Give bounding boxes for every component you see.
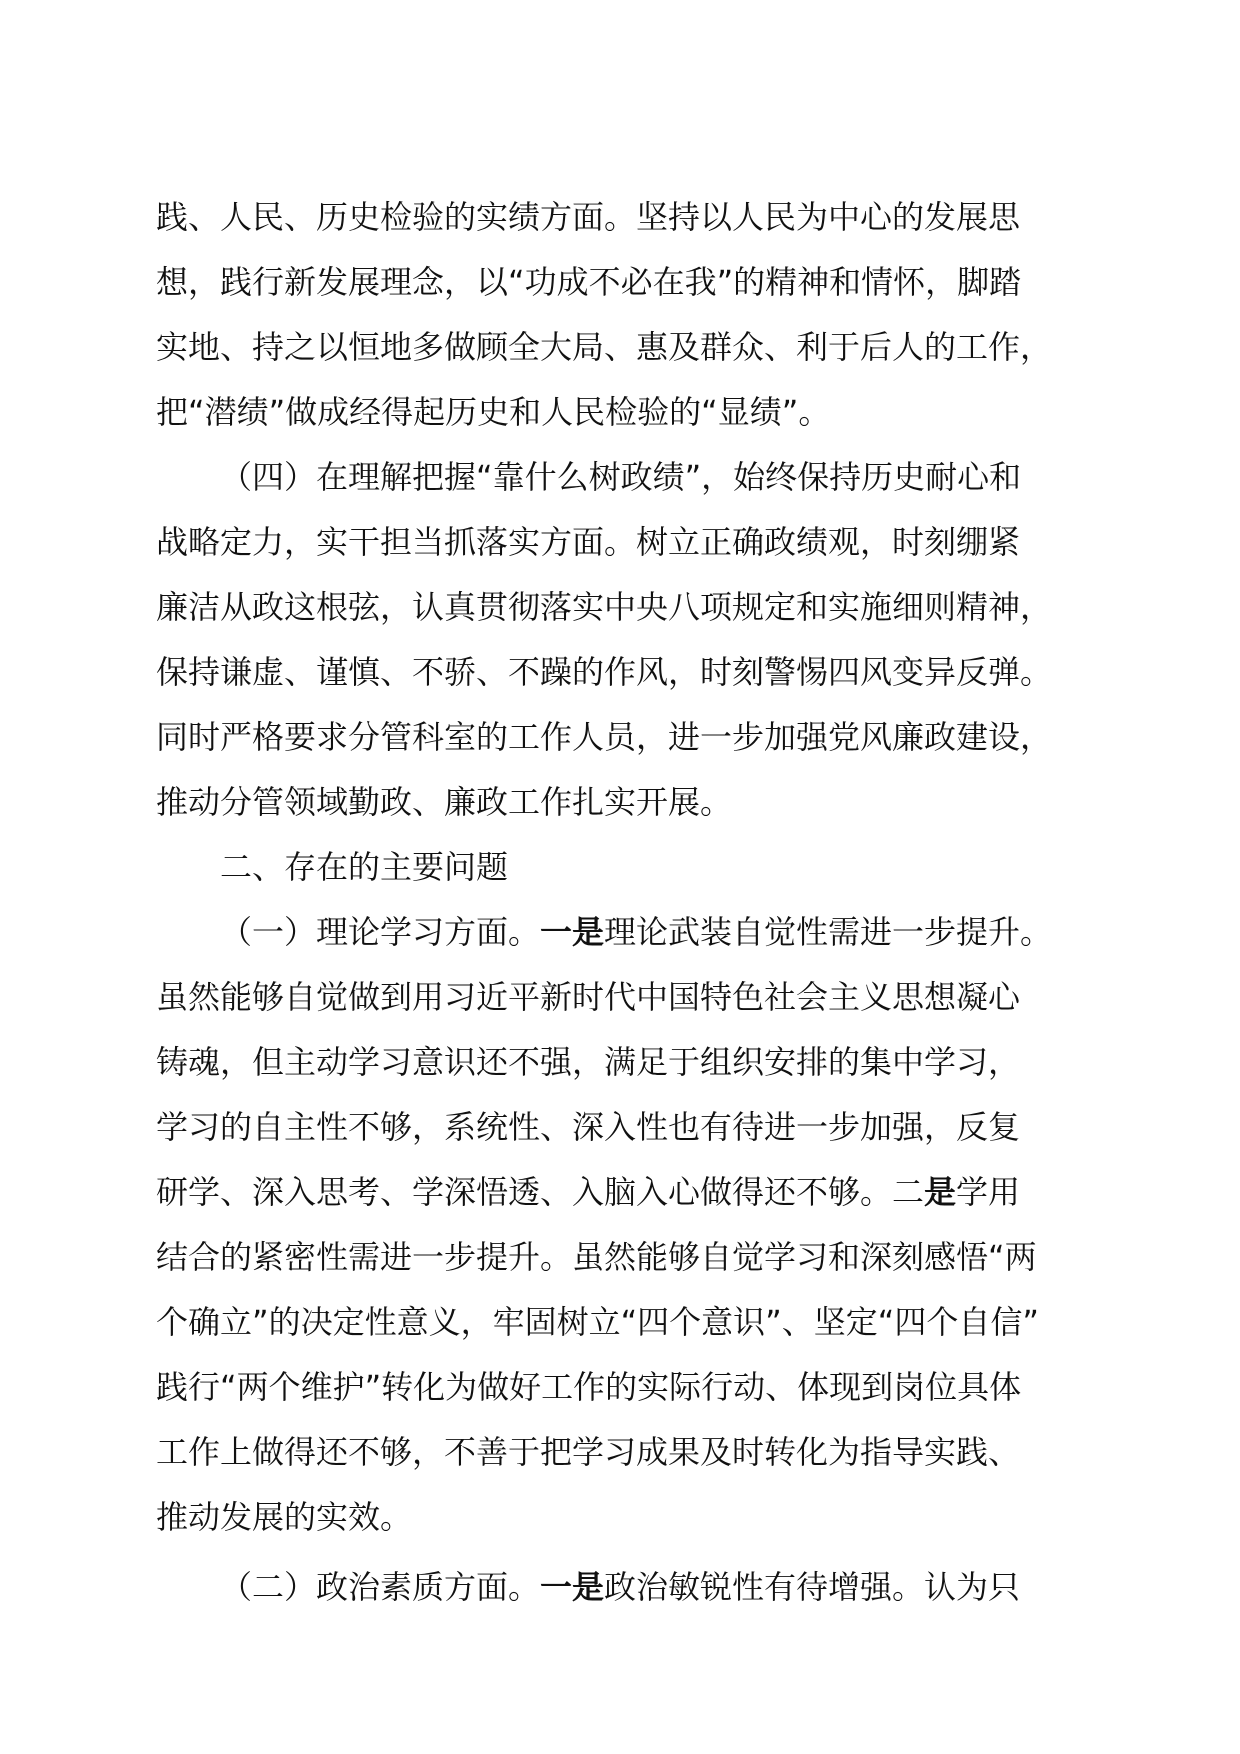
text-line [156, 705, 1116, 770]
text-segment: 推动分管领域勤政、廉政工作扎实开展。 [156, 783, 733, 821]
text-line [156, 1555, 1116, 1620]
text-line [156, 770, 1116, 835]
text-segment: 虽然能够自觉做到用习近平新时代中国特色社会主义思想凝心 [156, 978, 1021, 1016]
text-line [156, 315, 1116, 380]
text-segment: 想，践行新发展理念，以“功成不必在我”的精神和情怀，脚踏 [156, 263, 1022, 301]
text-segment: （二）政治素质方面。 [220, 1568, 541, 1606]
bold-text-segment: 一是 [540, 1568, 605, 1606]
text-segment: 廉洁从政这根弦，认真贯彻落实中央八项规定和实施细则精神， [156, 588, 1053, 626]
text-segment: 二、存在的主要问题 [220, 848, 509, 886]
text-line [156, 1225, 1116, 1290]
text-line [156, 575, 1116, 640]
text-segment: 工作上做得还不够，不善于把学习成果及时转化为指导实践、 [156, 1433, 1021, 1471]
text-segment: 把“潜绩”做成经得起历史和人民检验的“显绩”。 [156, 393, 831, 431]
text-line [156, 250, 1116, 315]
text-segment: 学用 [956, 1173, 1021, 1211]
text-line [156, 510, 1116, 575]
text-line [156, 835, 1116, 900]
text-segment: 结合的紧密性需进一步提升。虽然能够自觉学习和深刻感悟“两 [156, 1238, 1037, 1276]
text-line [156, 445, 1116, 510]
text-segment: 保持谦虚、谨慎、不骄、不躁的作风，时刻警惕四风变异反弹。 [156, 653, 1053, 691]
text-segment: （四）在理解把握“靠什么树政绩”，始终保持历史耐心和 [220, 458, 1022, 496]
text-line [156, 1485, 1116, 1550]
text-segment: 铸魂，但主动学习意识还不强，满足于组织安排的集中学习， [156, 1043, 1021, 1081]
text-segment: 学习的自主性不够，系统性、深入性也有待进一步加强，反复 [156, 1108, 1021, 1146]
text-line [156, 185, 1116, 250]
text-segment: 研学、深入思考、学深悟透、入脑入心做得还不够。二 [156, 1173, 925, 1211]
text-line [156, 965, 1116, 1030]
text-segment: 推动发展的实效。 [156, 1498, 413, 1536]
bold-text-segment: 是 [924, 1173, 957, 1211]
bold-text-segment: 一是 [540, 913, 605, 951]
text-segment: 政治敏锐性有待增强。认为只 [604, 1568, 1021, 1606]
text-segment: 实地、持之以恒地多做顾全大局、惠及群众、利于后人的工作， [156, 328, 1053, 366]
text-segment: 践行“两个维护”转化为做好工作的实际行动、体现到岗位具体 [156, 1368, 1022, 1406]
text-segment: 理论武装自觉性需进一步提升。 [604, 913, 1053, 951]
text-segment: 践、人民、历史检验的实绩方面。坚持以人民为中心的发展思 [156, 198, 1021, 236]
document-body [156, 185, 1116, 1620]
text-line [156, 900, 1116, 965]
text-segment: 战略定力，实干担当抓落实方面。树立正确政绩观，时刻绷紧 [156, 523, 1021, 561]
text-line [156, 380, 1116, 445]
text-line [156, 1095, 1116, 1160]
text-segment: 个确立”的决定性意义，牢固树立“四个意识”、坚定“四个自信” [156, 1303, 1039, 1341]
text-segment: 同时严格要求分管科室的工作人员，进一步加强党风廉政建设， [156, 718, 1053, 756]
text-line [156, 1355, 1116, 1420]
text-line [156, 1160, 1116, 1225]
text-line [156, 1290, 1116, 1355]
text-line [156, 1420, 1116, 1485]
text-line [156, 1030, 1116, 1095]
text-line [156, 640, 1116, 705]
text-segment: （一）理论学习方面。 [220, 913, 541, 951]
